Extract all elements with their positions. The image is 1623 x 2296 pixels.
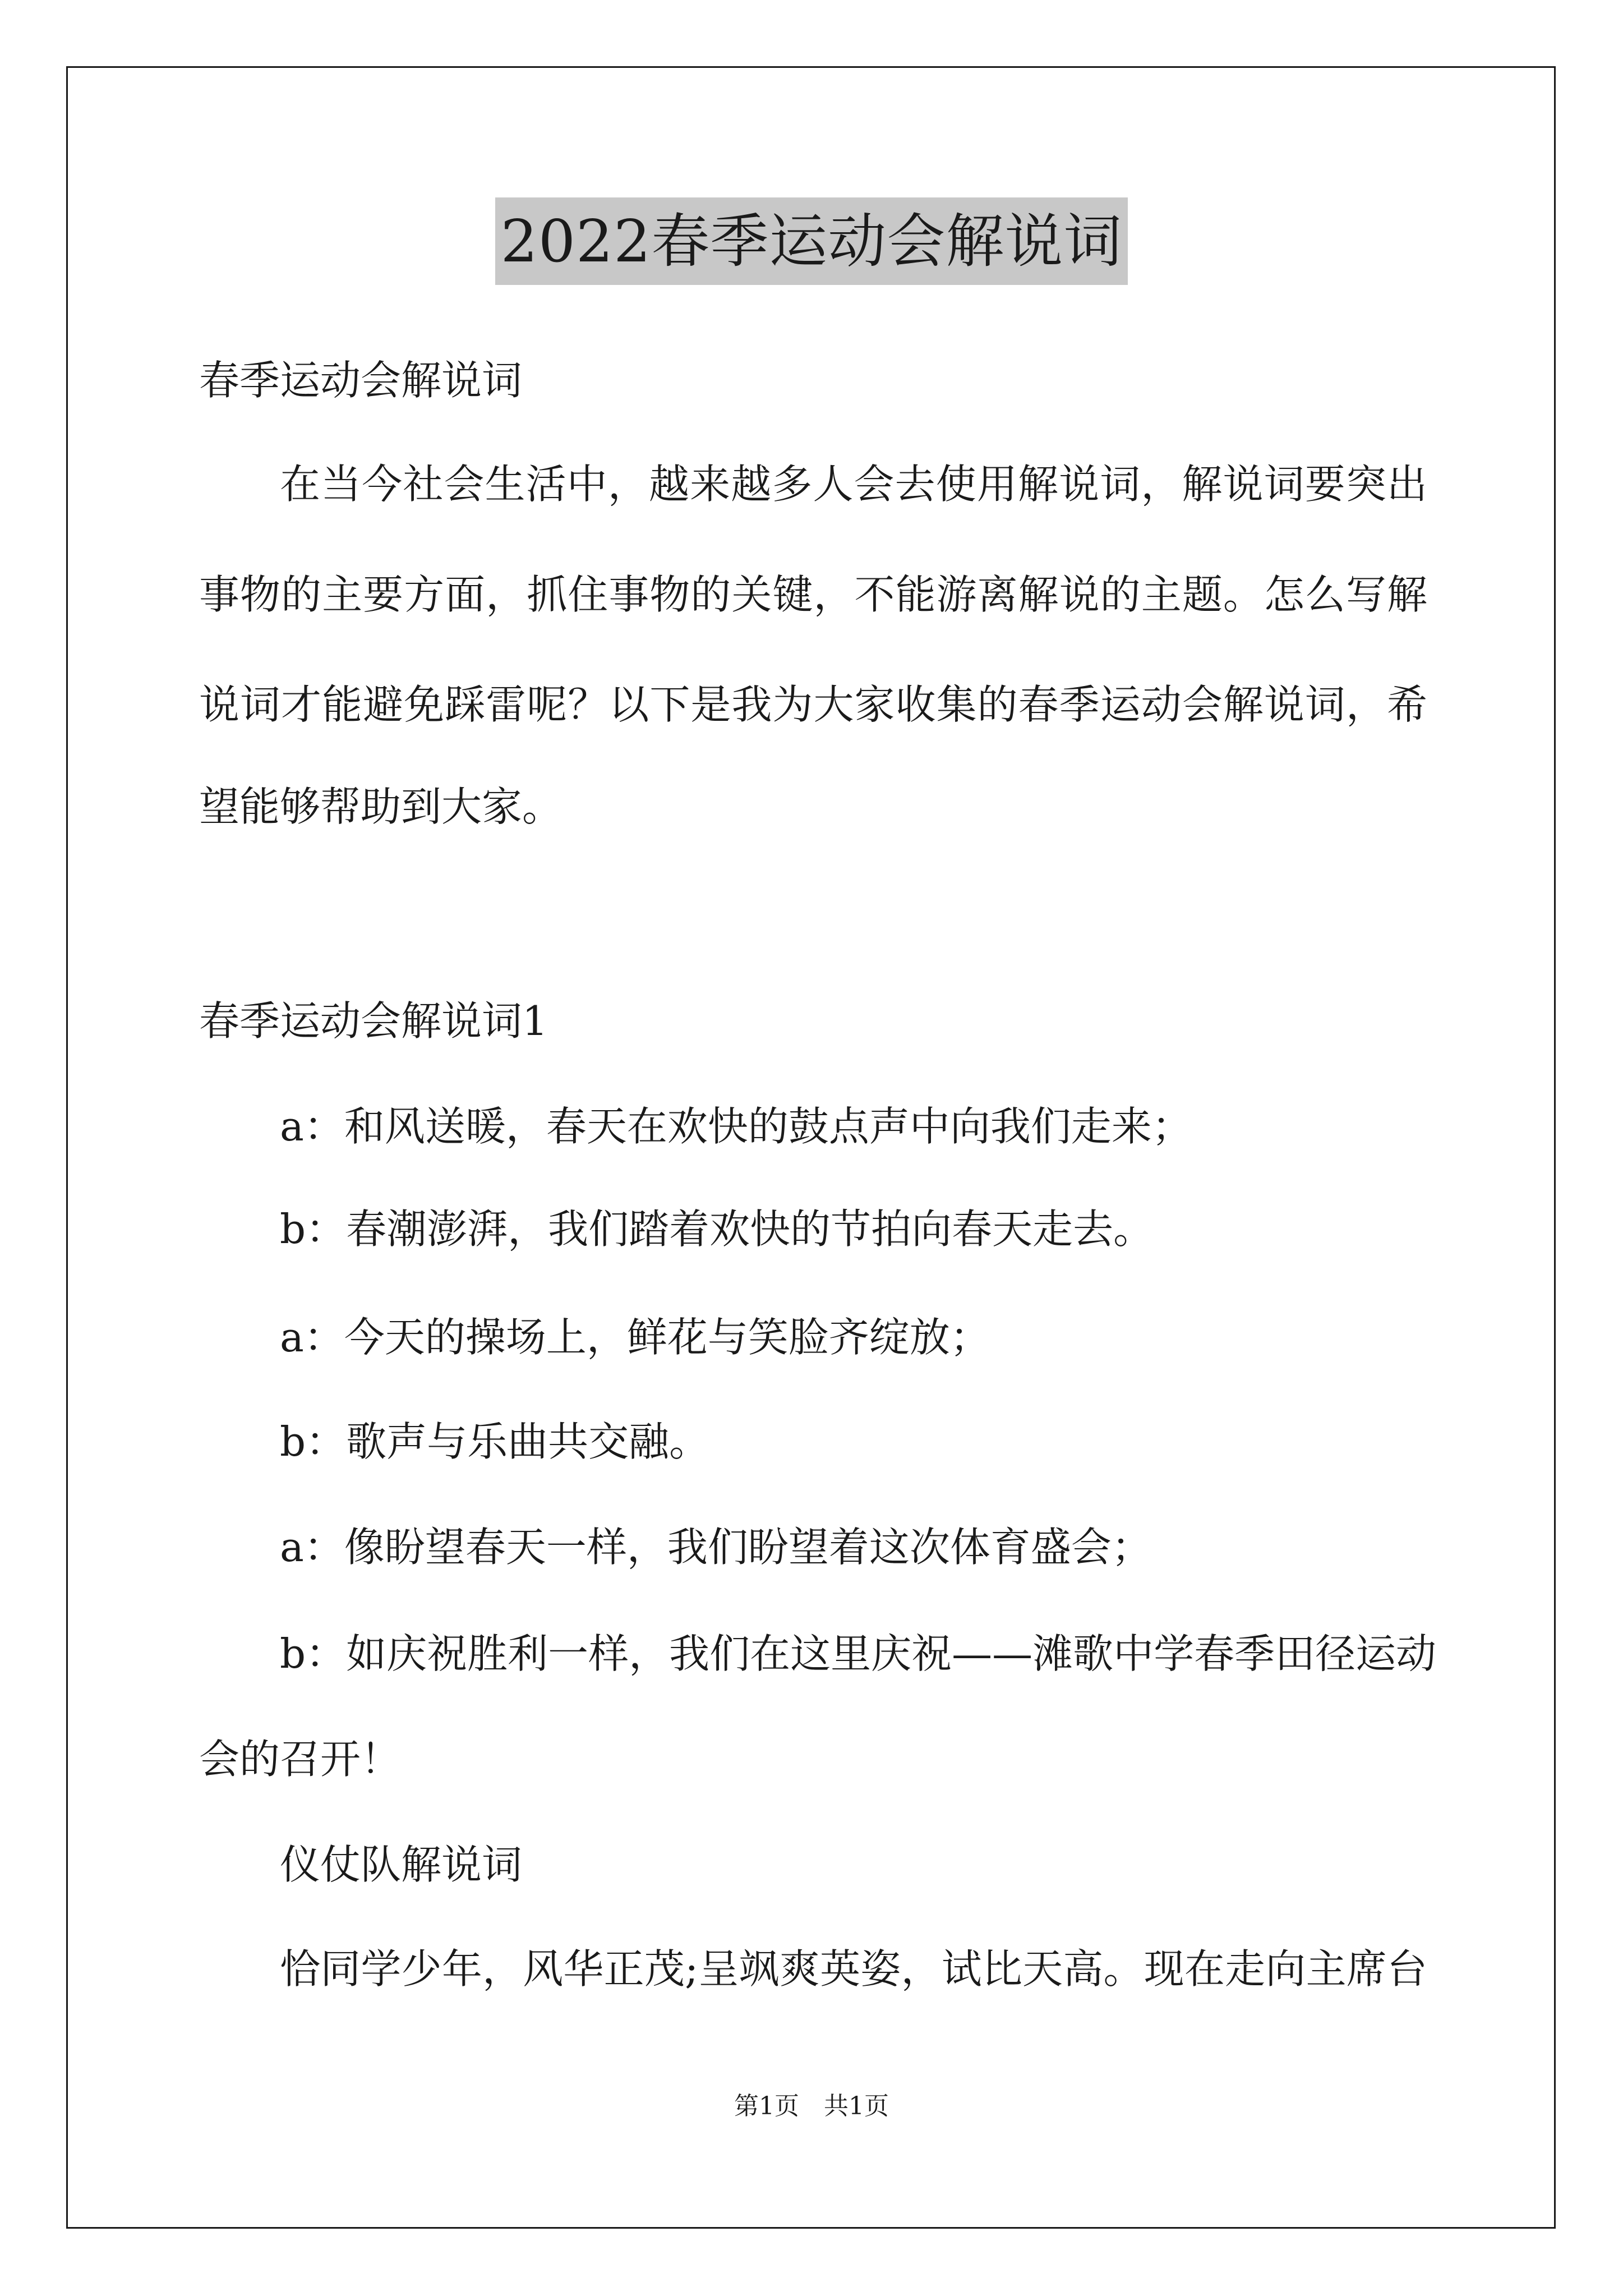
section-heading: 春季运动会解说词1 [199,997,548,1045]
body-last-line: 恰同学少年，风华正茂;呈飒爽英姿，试比天高。现在走向主席台 [280,1945,1427,1993]
page-footer: 第1页 共1页 [734,2092,889,2120]
document-title: 2022春季运动会解说词 [495,197,1128,285]
dialogue-line-5: a：像盼望春天一样，我们盼望着这次体育盛会； [280,1524,1152,1571]
intro-line-4: 望能够帮助到大家。 [199,783,563,830]
sub-heading: 仪仗队解说词 [280,1841,523,1888]
intro-line-3: 说词才能避免踩雷呢？以下是我为大家收集的春季运动会解说词，希 [199,681,1427,728]
title-container [0,197,1623,285]
dialogue-line-7: 会的召开！ [199,1736,402,1783]
document-subtitle: 春季运动会解说词 [199,357,523,404]
intro-line-2: 事物的主要方面，抓住事物的关键，不能游离解说的主题。怎么写解 [199,571,1427,618]
dialogue-line-6: b：如庆祝胜利一样，我们在这里庆祝——滩歌中学春季田径运动 [280,1630,1437,1677]
dialogue-line-1: a：和风送暖，春天在欢快的鼓点声中向我们走来； [280,1103,1192,1150]
dialogue-line-4: b：歌声与乐曲共交融。 [280,1418,710,1465]
dialogue-line-3: a：今天的操场上，鲜花与笑脸齐绽放； [280,1314,990,1361]
dialogue-line-2: b：春潮澎湃，我们踏着欢快的节拍向春天走去。 [280,1205,1154,1253]
intro-line-1: 在当今社会生活中，越来越多人会去使用解说词，解说词要突出 [280,461,1427,508]
